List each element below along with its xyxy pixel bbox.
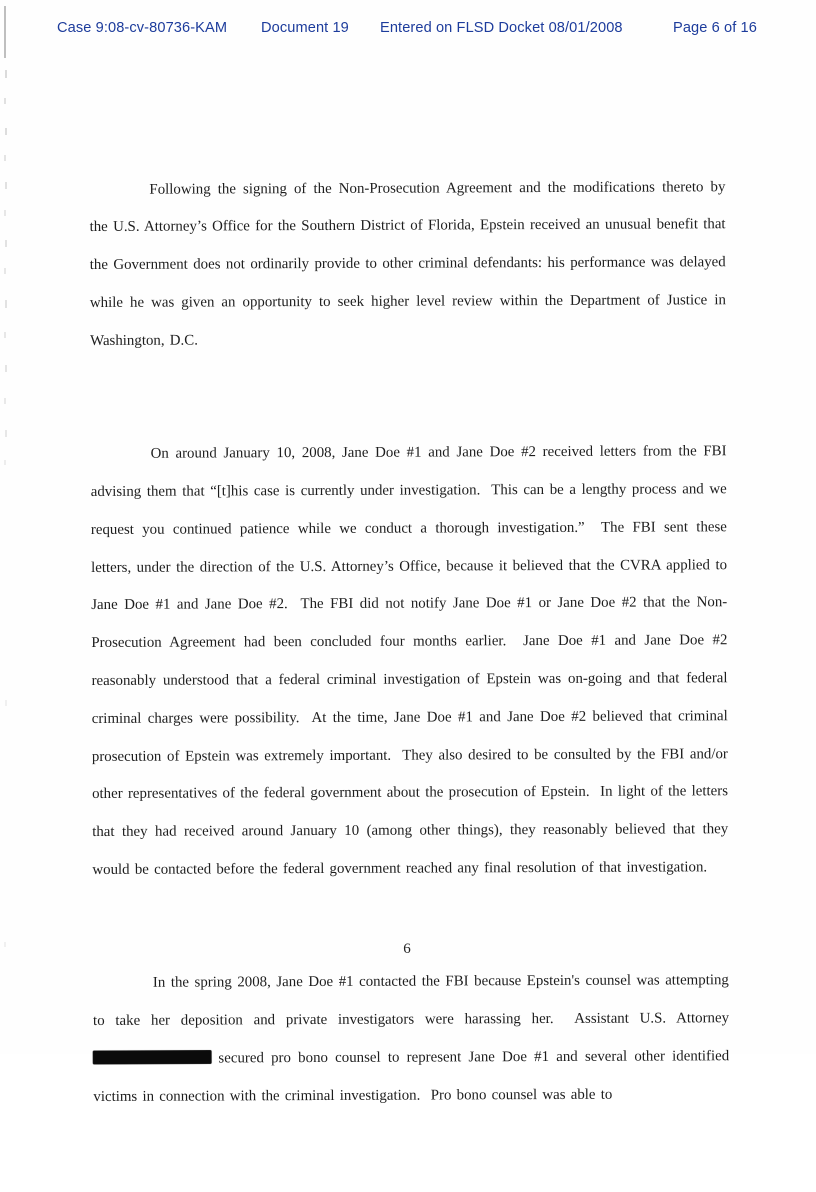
page-number: 6 xyxy=(403,941,411,957)
paragraph-3-text-after: secured pro bono counsel to represent Jane Doe #1 and several other identified victims in connection with the criminal investigation. Pro bono counsel was able to xyxy=(93,1048,735,1105)
scan-artifact xyxy=(5,365,7,372)
docket-entry: Entered on FLSD Docket 08/01/2008 xyxy=(380,20,623,36)
docket-header xyxy=(0,20,816,40)
scan-artifact xyxy=(4,268,6,274)
paragraph-3 xyxy=(93,963,735,1117)
scan-artifact xyxy=(4,460,6,465)
page-indicator: Page 6 of 16 xyxy=(673,20,757,36)
scan-artifact xyxy=(4,155,6,161)
scan-artifact xyxy=(5,240,7,247)
scan-artifact xyxy=(5,182,7,189)
document-number: Document 19 xyxy=(261,20,349,36)
scan-artifact xyxy=(5,430,7,437)
paragraph-1: Following the signing of the Non-Prosecution Agreement and the modifications thereto by the U.S. Attorney’s Office for the Southern District of Florida, Epstein received an unusual benefit that the Government does not ordinarily provide to other criminal defendants: his performance was delayed while he was given an opportunity to seek higher level review within the Department of Justice in Washington, D.C. xyxy=(89,178,731,349)
paragraph-2: On around January 10, 2008, Jane Doe #1 and Jane Doe #2 received letters from the FBI advising them that “[t]his case is currently under investigation. This can be a lengthy process and we request you continued patience while we conduct a thorough investigation.” The FBI sent these letters, under the direction of the U.S. Attorney’s Office, because it believed that the CVRA applied to Jane Doe #1 and Jane Doe #2. The FBI did not notify Jane Doe #1 or Jane Doe #2 that the Non-Prosecution Agreement had been concluded four months earlier. Jane Doe #1 and Jane Doe #2 reasonably understood that a federal criminal investigation of Epstein was on-going and that federal criminal charges were possibility. At the time, Jane Doe #1 and Jane Doe #2 believed that criminal prosecution of Epstein was extremely important. They also desired to be consulted by the FBI and/or other representatives of the federal government about the prosecution of Epstein. In light of the letters that they had received around January 10 (among other things), they reasonably believed that they would be contacted before the federal government reached any final resolution of that investigation. xyxy=(90,443,734,878)
scan-artifact xyxy=(4,398,6,404)
scan-artifact xyxy=(4,942,6,947)
scan-artifact xyxy=(4,332,6,338)
redaction-bar xyxy=(93,1050,211,1064)
scan-artifact xyxy=(5,70,7,78)
scan-artifact xyxy=(4,210,6,216)
scan-artifact xyxy=(5,700,7,706)
scan-artifact xyxy=(4,98,6,104)
paragraph-3-text-before: In the spring 2008, Jane Doe #1 contacted the FBI because Epstein's counsel was attempting to take her deposition and private investigators were harassing her. Assistant U.S. Attorney xyxy=(93,972,735,1030)
document-body xyxy=(89,93,735,1192)
case-number: Case 9:08-cv-80736-KAM xyxy=(57,20,228,36)
scan-artifact xyxy=(5,128,7,135)
scan-artifact xyxy=(5,300,7,308)
